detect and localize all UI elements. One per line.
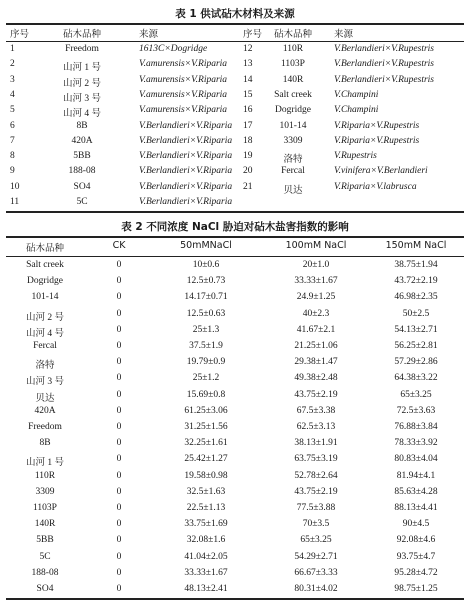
table2-cell-50mm: 10±0.6 — [192, 260, 220, 270]
table2-row — [6, 582, 464, 599]
table1-cell-source-2: V.Riparia×V.Rupestris — [334, 120, 420, 131]
table2-cell-100mm: 77.5±3.88 — [296, 503, 336, 513]
table2-cell-150mm: 93.75±4.7 — [396, 551, 436, 562]
table1-cell-no-2: 21 — [243, 181, 253, 192]
table2-cell-100mm: 38.13±1.91 — [294, 438, 338, 449]
table1-cell-variety: 5BB — [73, 151, 91, 162]
table1-cell-variety: 山河 1 号 — [62, 63, 101, 74]
table1-cell-variety: SO4 — [73, 181, 91, 192]
table1-cell-variety-2: 洛特 — [283, 155, 303, 166]
table1-cell-variety: Freedom — [65, 44, 99, 54]
table1-cell-variety: 420A — [71, 135, 93, 146]
table2-header-100mm: 100mM NaCl — [285, 240, 347, 251]
table1-cell-variety-2: 140R — [282, 74, 304, 85]
table2-cell-variety: 188-08 — [31, 567, 59, 578]
table2-cell-ck: 0 — [116, 276, 122, 287]
table2-cell-100mm: 63.75±3.19 — [294, 454, 338, 465]
table2-cell-100mm: 66.67±3.33 — [294, 567, 338, 578]
table2-cell-100mm: 65±3.25 — [300, 535, 332, 546]
table2-cell-150mm: 98.75±1.25 — [394, 584, 438, 594]
table2-cell-ck: 0 — [116, 567, 122, 578]
table2-cell-150mm: 78.33±3.92 — [394, 438, 438, 449]
table2-cell-variety: 山河 3 号 — [25, 377, 64, 388]
table2-cell-100mm: 33.33±1.67 — [294, 276, 338, 287]
table1-row — [6, 195, 464, 212]
table1-cell-variety: 山河 2 号 — [62, 78, 101, 89]
table1-cell-source: V.amurensis×V.Riparia — [139, 74, 228, 85]
table2-cell-ck: 0 — [116, 438, 122, 449]
table2-cell-150mm: 72.5±3.63 — [396, 405, 436, 416]
table2-cell-100mm: 49.38±2.48 — [294, 373, 338, 384]
table1-cell-no: 2 — [10, 59, 15, 70]
table1-cell-no-2: 18 — [243, 135, 253, 146]
table2-cell-variety: Dogridge — [27, 276, 63, 287]
table2-cell-50mm: 37.5±1.9 — [189, 341, 223, 351]
table2-cell-50mm: 32.5±1.63 — [186, 486, 226, 497]
table1-cell-variety-2: 1103P — [281, 59, 305, 70]
table2-cell-ck: 0 — [116, 373, 122, 384]
table1-cell-variety-2: 3309 — [283, 135, 303, 146]
table2-cell-ck: 0 — [116, 324, 122, 335]
table2-cell-100mm: 62.5±3.13 — [296, 422, 336, 432]
table1-cell-variety: 8B — [76, 120, 88, 131]
table1-cell-variety-2: Salt creek — [274, 89, 312, 100]
table2-cell-variety: 山河 4 号 — [25, 328, 64, 339]
table1-cell-source-2: V.Berlandieri×V.Rupestris — [334, 44, 435, 54]
table2-cell-100mm: 40±2.3 — [302, 308, 330, 319]
table2-header-150mm: 150mM NaCl — [385, 240, 447, 251]
table2-cell-150mm: 81.94±4.1 — [396, 470, 436, 481]
table2-bottom-rule — [6, 598, 464, 600]
table2-header-variety: 砧木品种 — [25, 243, 64, 254]
table1-cell-source-2: V.Champini — [334, 89, 379, 100]
table2-cell-variety: Salt creek — [26, 260, 64, 270]
table1-cell-no: 11 — [10, 197, 20, 207]
table2-row — [6, 469, 464, 486]
table1-cell-no: 4 — [10, 89, 15, 100]
table2-cell-variety: Fercal — [33, 341, 57, 351]
table1-cell-no: 5 — [10, 105, 15, 116]
table2-header-row — [6, 238, 464, 255]
table2-cell-150mm: 85.63±4.28 — [394, 486, 438, 497]
table2-row — [6, 452, 464, 469]
table2-cell-50mm: 32.08±1.6 — [186, 535, 226, 546]
table1-cell-variety: 5C — [76, 197, 88, 207]
table2-cell-50mm: 31.25±1.56 — [184, 422, 228, 432]
table1-cell-source: V.Berlandieri×V.Riparia — [139, 166, 233, 177]
table1-bottom-rule — [6, 211, 464, 213]
table2-cell-150mm: 57.29±2.86 — [394, 357, 438, 368]
table2-cell-150mm: 80.83±4.04 — [394, 454, 438, 465]
table2-cell-variety: 3309 — [35, 486, 55, 497]
table1-cell-no: 9 — [10, 166, 15, 177]
table2-cell-50mm: 41.04±2.05 — [184, 551, 228, 562]
table2-cell-100mm: 29.38±1.47 — [294, 357, 338, 368]
table2-row — [6, 517, 464, 534]
table2-cell-100mm: 54.29±2.71 — [294, 551, 338, 562]
table2-row — [6, 388, 464, 405]
table2-cell-50mm: 22.5±1.13 — [186, 503, 226, 513]
table2-cell-50mm: 19.79±0.9 — [186, 357, 226, 368]
table1-cell-no-2: 13 — [243, 59, 253, 70]
table2-row — [6, 371, 464, 388]
table2-cell-variety: Freedom — [28, 422, 62, 432]
table2-cell-100mm: 41.67±2.1 — [296, 324, 336, 335]
table2-cell-ck: 0 — [116, 470, 122, 481]
table1-cell-source-2: V.Rupestris — [334, 151, 377, 162]
table2-cell-100mm: 80.31±4.02 — [294, 584, 338, 594]
table2-cell-50mm: 48.13±2.41 — [184, 584, 228, 594]
table2-cell-100mm: 52.78±2.64 — [294, 470, 338, 481]
table2-caption: 表 2 不同浓度 NaCl 胁迫对砧木盐害指数的影响 — [121, 221, 349, 233]
table2-cell-50mm: 25±1.3 — [192, 324, 220, 335]
table2-row — [6, 355, 464, 372]
table1-cell-no-2: 19 — [243, 151, 253, 162]
table2-row — [6, 420, 464, 437]
table1-cell-variety: 山河 3 号 — [62, 93, 101, 104]
table2-cell-150mm: 95.28±4.72 — [394, 567, 438, 578]
table2-cell-variety: 5BB — [36, 535, 54, 546]
table2-row — [6, 436, 464, 453]
table2-cell-150mm: 65±3.25 — [400, 389, 432, 400]
table2-cell-ck: 0 — [116, 584, 122, 594]
table2-cell-150mm: 54.13±2.71 — [394, 324, 438, 335]
table1-cell-source-2: V.vinifera×V.Berlandieri — [334, 166, 428, 177]
table1-cell-source: V.amurensis×V.Riparia — [139, 59, 228, 70]
table2-cell-ck: 0 — [116, 503, 122, 513]
table1-cell-no-2: 20 — [243, 166, 253, 177]
table1-header-row — [6, 24, 464, 41]
table2-cell-ck: 0 — [116, 260, 122, 270]
table2-row — [6, 533, 464, 550]
table2-cell-150mm: 46.98±2.35 — [394, 292, 438, 303]
table2-cell-50mm: 33.33±1.67 — [184, 567, 228, 578]
table1-cell-variety: 山河 4 号 — [62, 109, 101, 120]
table1-cell-source: V.Berlandieri×V.Riparia — [139, 135, 233, 146]
table2-cell-variety: 110R — [34, 470, 56, 481]
table2-cell-100mm: 70±3.5 — [302, 519, 330, 530]
table2-cell-variety: 洛特 — [35, 361, 55, 372]
table2-cell-150mm: 64.38±3.22 — [394, 373, 438, 384]
table2-cell-150mm: 88.13±4.41 — [394, 503, 438, 513]
table2-cell-variety: 山河 1 号 — [25, 458, 64, 469]
table2-cell-50mm: 25±1.2 — [192, 373, 220, 384]
table2-row — [6, 258, 464, 275]
table1-header-source: 来源 — [139, 29, 159, 40]
table2-cell-100mm: 43.75±2.19 — [294, 389, 338, 400]
table2-cell-variety: 8B — [39, 438, 51, 449]
table1-cell-source-2: V.Berlandieri×V.Rupestris — [334, 74, 435, 85]
table1-header-variety: 砧木品种 — [62, 29, 101, 40]
table2-row — [6, 290, 464, 307]
table2-cell-ck: 0 — [116, 357, 122, 368]
table2-cell-150mm: 92.08±4.6 — [396, 535, 436, 546]
table2-cell-ck: 0 — [116, 422, 122, 432]
table2-row — [6, 485, 464, 502]
table1-cell-source: V.Berlandieri×V.Riparia — [139, 120, 233, 131]
table2-cell-50mm: 33.75±1.69 — [184, 519, 228, 530]
table2-cell-100mm: 20±1.0 — [302, 260, 330, 270]
table1-header-variety-2: 砧木品种 — [273, 29, 312, 40]
table2-cell-ck: 0 — [116, 292, 122, 303]
table2-row — [6, 323, 464, 340]
table1-cell-no-2: 12 — [243, 44, 253, 54]
table1-cell-no: 10 — [10, 181, 20, 192]
table2-cell-ck: 0 — [116, 519, 122, 530]
table2-cell-100mm: 43.75±2.19 — [294, 486, 338, 497]
table2-cell-50mm: 15.69±0.8 — [186, 389, 226, 400]
table2-header-ck: CK — [112, 240, 126, 251]
table2-row — [6, 339, 464, 356]
table2-cell-ck: 0 — [116, 454, 122, 465]
table2-row — [6, 307, 464, 324]
table1-cell-source: V.Berlandieri×V.Riparia — [139, 151, 233, 162]
table1-cell-variety-2: Dogridge — [275, 105, 311, 116]
table1-cell-variety: 188-08 — [68, 166, 96, 177]
table2-row — [6, 404, 464, 421]
table2-cell-150mm: 43.72±2.19 — [394, 276, 438, 287]
table1-cell-no: 7 — [10, 135, 15, 146]
table1-cell-no-2: 15 — [243, 89, 253, 100]
table2-cell-variety: 101-14 — [31, 292, 59, 303]
table2-cell-50mm: 19.58±0.98 — [184, 470, 228, 481]
table1-cell-no-2: 14 — [243, 74, 253, 85]
table1-cell-source-2: V.Berlandieri×V.Rupestris — [334, 59, 435, 70]
table2-cell-ck: 0 — [116, 341, 122, 351]
table1-cell-variety-2: 101-14 — [279, 120, 307, 131]
table2-cell-50mm: 25.42±1.27 — [184, 454, 228, 465]
table2-cell-variety: 420A — [34, 405, 56, 416]
table2-cell-150mm: 56.25±2.81 — [394, 341, 438, 351]
table2-cell-variety: 山河 2 号 — [25, 312, 64, 323]
table2-cell-100mm: 24.9±1.25 — [296, 292, 336, 303]
table2-cell-150mm: 38.75±1.94 — [394, 260, 438, 270]
table1-cell-source: 1613C×Dogridge — [139, 44, 208, 54]
table1-cell-no-2: 17 — [243, 120, 253, 131]
table1-cell-source: V.Berlandieri×V.Riparia — [139, 181, 233, 192]
table2-header-rule — [6, 256, 464, 257]
table1-cell-source-2: V.Champini — [334, 105, 379, 116]
table1-cell-no: 3 — [10, 74, 15, 85]
table1-cell-variety-2: 贝达 — [283, 185, 303, 196]
table2-cell-variety: 5C — [39, 551, 51, 562]
table1-cell-variety-2: Fercal — [281, 166, 305, 177]
table1-cell-no: 8 — [10, 151, 15, 162]
table1-cell-no: 6 — [10, 120, 15, 131]
table1-cell-source-2: V.Riparia×V.Rupestris — [334, 135, 420, 146]
table2-cell-100mm: 21.25±1.06 — [294, 341, 338, 351]
table2-cell-100mm: 67.5±3.38 — [296, 405, 336, 416]
table2-cell-150mm: 90±4.5 — [402, 519, 430, 530]
table2-row — [6, 550, 464, 567]
table2-row — [6, 274, 464, 291]
table2-cell-ck: 0 — [116, 308, 122, 319]
table1-caption: 表 1 供试砧木材料及来源 — [175, 8, 295, 20]
table2-cell-ck: 0 — [116, 535, 122, 546]
table2-cell-50mm: 32.25±1.61 — [184, 438, 228, 449]
table1-cell-no-2: 16 — [243, 105, 253, 116]
table2-cell-ck: 0 — [116, 486, 122, 497]
table1-cell-no: 1 — [10, 44, 15, 54]
table2-cell-variety: 贝达 — [35, 393, 55, 404]
table1-cell-variety-2: 110R — [282, 44, 304, 54]
table1-cell-source-2: V.Riparia×V.labrusca — [334, 181, 417, 192]
table1-cell-source: V.amurensis×V.Riparia — [139, 89, 228, 100]
table2-cell-50mm: 61.25±3.06 — [184, 405, 228, 416]
table2-cell-ck: 0 — [116, 405, 122, 416]
table2-cell-variety: 140R — [34, 519, 56, 530]
table2-cell-50mm: 12.5±0.63 — [186, 308, 226, 319]
table2-cell-50mm: 12.5±0.73 — [186, 276, 226, 287]
table2-cell-variety: SO4 — [36, 584, 54, 594]
table2-row — [6, 501, 464, 518]
table1-cell-source: V.Berlandieri×V.Riparia — [139, 197, 233, 207]
table1-header-source-2: 来源 — [334, 29, 354, 40]
table2-cell-150mm: 76.88±3.84 — [394, 422, 438, 432]
table1-header-no-2: 序号 — [243, 29, 263, 40]
table2-header-50mm: 50mMNaCl — [180, 240, 232, 251]
table2-row — [6, 566, 464, 583]
table1-cell-source: V.amurensis×V.Riparia — [139, 105, 228, 116]
table2-cell-150mm: 50±2.5 — [402, 308, 430, 319]
table1-header-no: 序号 — [10, 29, 30, 40]
table2-cell-variety: 1103P — [33, 503, 57, 513]
table2-cell-ck: 0 — [116, 389, 122, 400]
table2-cell-ck: 0 — [116, 551, 122, 562]
table2-cell-50mm: 14.17±0.71 — [184, 292, 228, 303]
